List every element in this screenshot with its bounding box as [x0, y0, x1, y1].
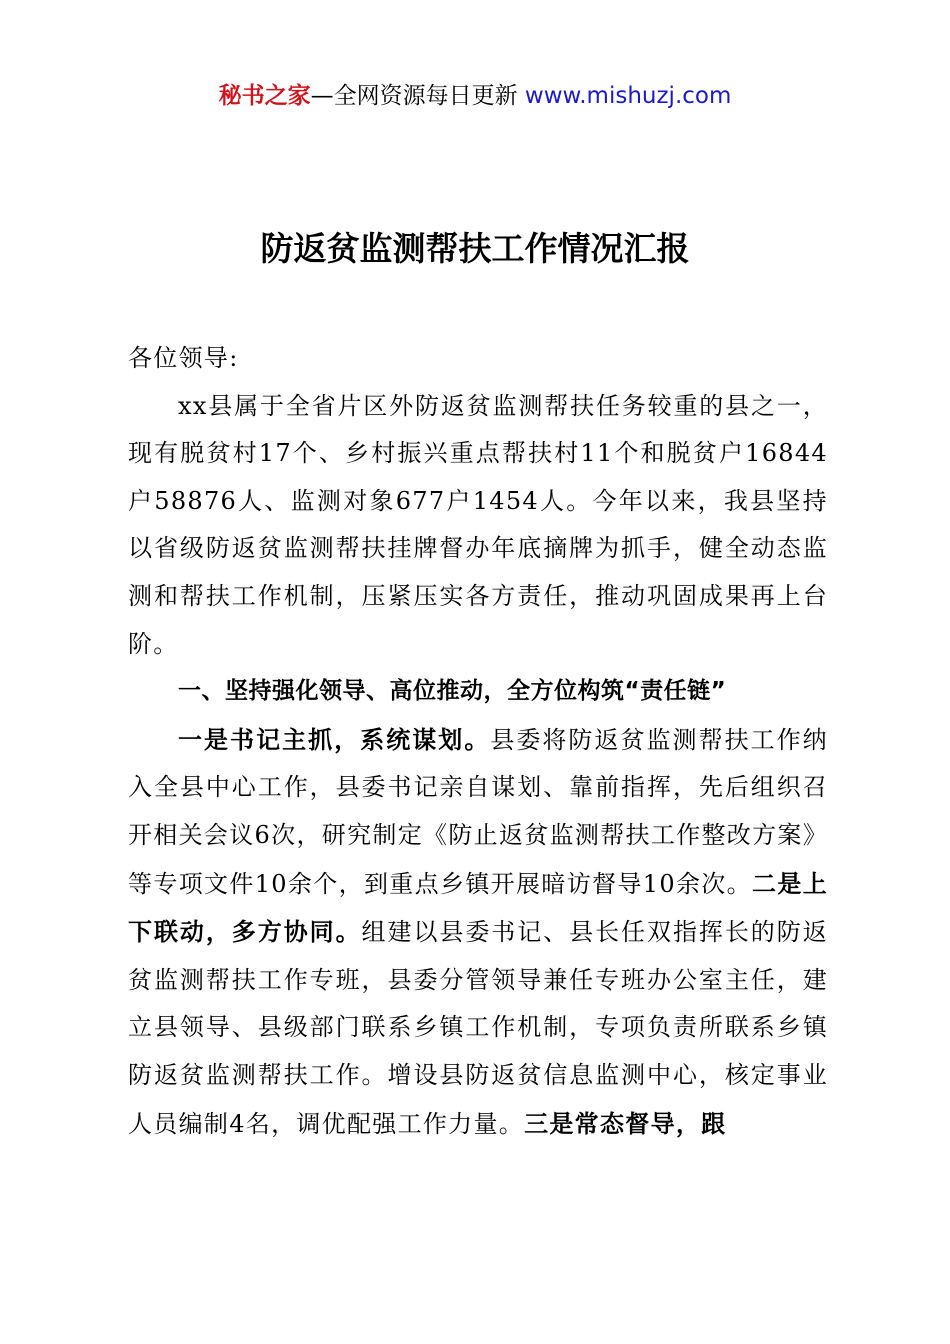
points-paragraph: [128, 716, 828, 1148]
section-heading: 一、坚持强化领导、高位推动，全方位构筑“责任链”: [178, 678, 727, 705]
point1-text: 县委将防返贫监测帮扶工作纳入全县中心工作，县委书记亲自谋划、靠前指挥，先后组织召开相关会议6次，研究制定《防止返贫监测帮扶工作整改方案》等专项文件10余个，到重点乡镇开展暗访督导10余次。: [128, 725, 828, 898]
intro-paragraph: xx县属于全省片区外防返贫监测帮扶任务较重的县之一，现有脱贫村17个、乡村振兴重点帮扶村11个和脱贫户16844户58876人、监测对象677户1454人。今年以来，我县坚持以省级防返贫监测帮扶挂牌督办年底摘牌为抓手，健全动态监测和帮扶工作机制，压紧压实各方责任，推动巩固成果再上台阶。: [128, 391, 828, 658]
salutation: 各位领导:: [128, 344, 239, 372]
point2-lead: 二是上下联动，多方协同。: [128, 868, 828, 947]
point1-lead: 一是书记主抓，系统谋划。: [178, 724, 491, 754]
document-body: [128, 335, 828, 1148]
document-title: 防返贫监测帮扶工作情况汇报: [260, 229, 690, 268]
header-tagline: —全网资源每日更新: [310, 83, 525, 109]
site-url-link[interactable]: www.mishuzj.com: [524, 83, 732, 109]
point3-lead: 三是常态督导，跟: [524, 1108, 727, 1138]
brand-name: 秘书之家: [218, 83, 311, 109]
point2-text: 组建以县委书记、县长任双指挥长的防返贫监测帮扶工作专班，县委分管领导兼任专班办公室主任，建立县领导、县级部门联系乡镇工作机制，专项负责所联系乡镇防返贫监测帮扶工作。增设县防返贫信息监测中心，核定事业人员编制4名，调优配强工作力量。: [128, 918, 828, 1138]
site-header: [0, 80, 950, 112]
